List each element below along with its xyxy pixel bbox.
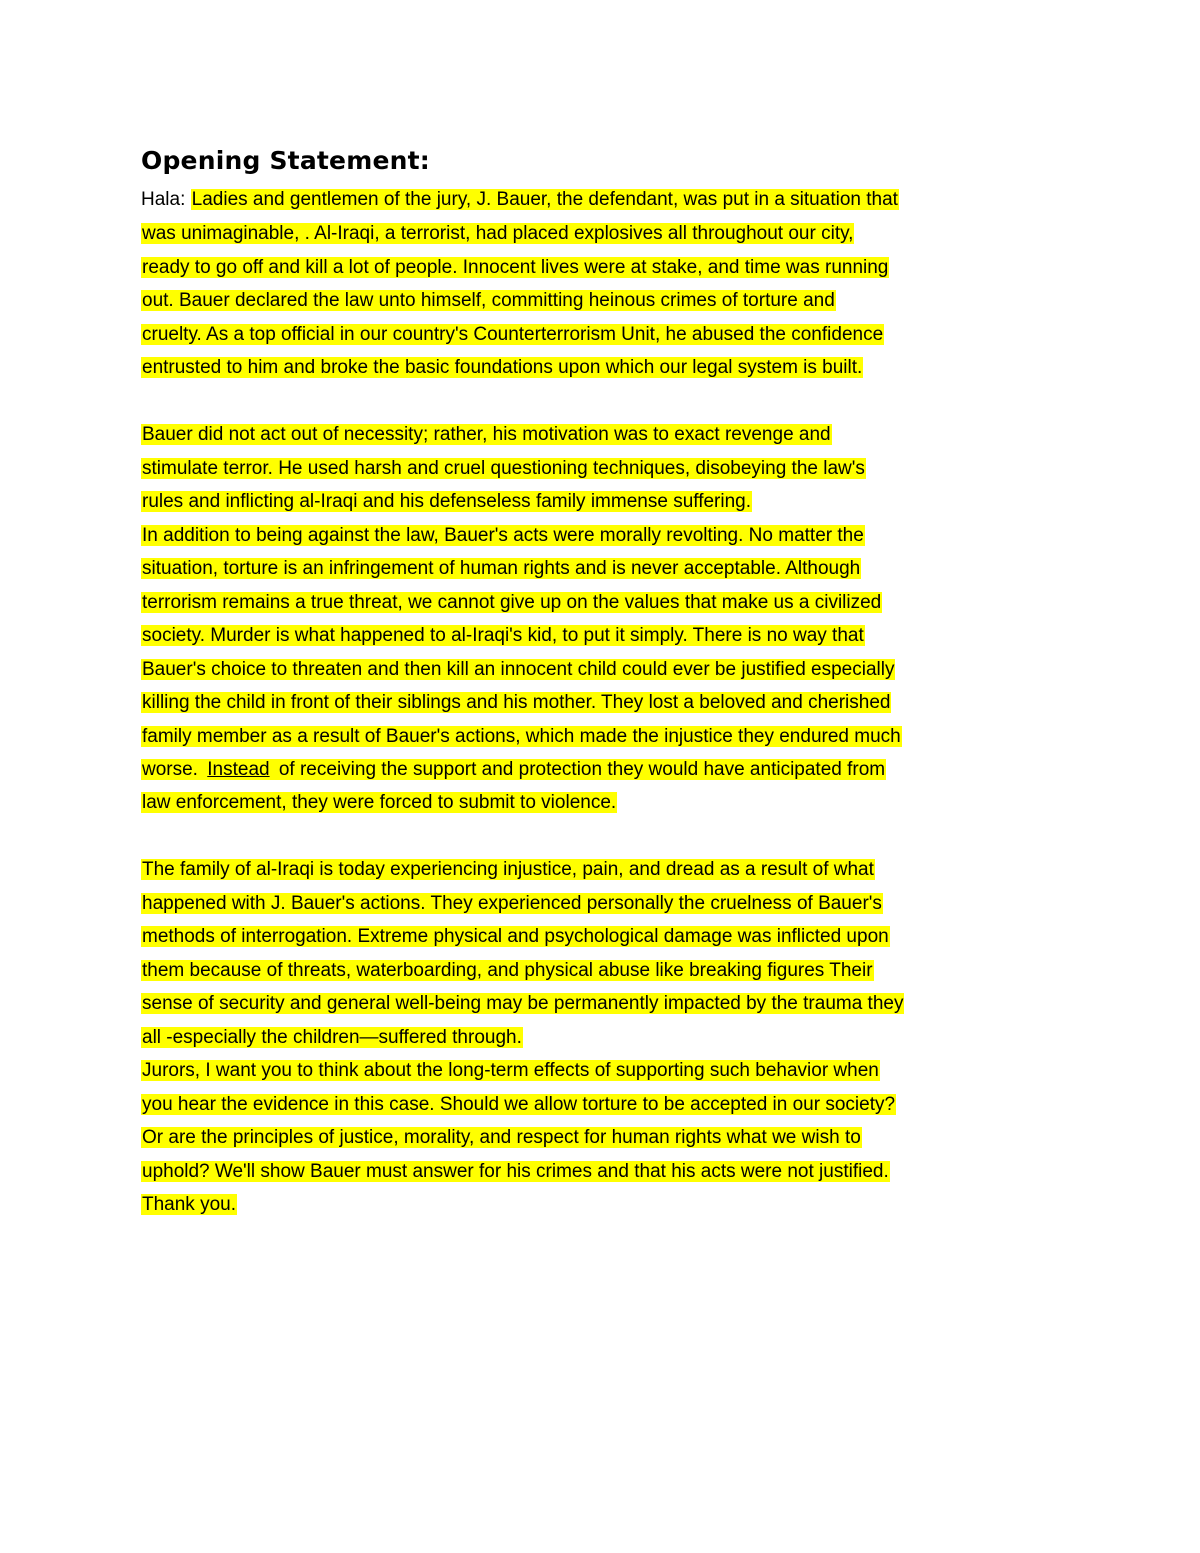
text-line [141,485,752,519]
highlighted-text: all -especially the children—suffered through. [142,1027,522,1048]
highlighted-text: terrorism remains a true threat, we cannot give up on the values that make us a civilized [142,592,882,613]
text-line [141,1054,880,1088]
text-line [141,887,883,921]
text-line [141,653,895,687]
highlighted-text: killing the child in front of their siblings and his mother. They lost a beloved and cherished [142,692,891,713]
highlighted-text: family member as a result of Bauer's actions, which made the injustice they endured much [142,726,901,747]
highlighted-text: Thank you. [142,1194,236,1215]
page-title: Opening Statement: [141,146,430,175]
text-line [141,987,904,1021]
text-line [141,351,863,385]
text-line [141,418,832,452]
highlighted-text: stimulate terror. He used harsh and cruel questioning techniques, disobeying the law's [142,458,865,479]
highlighted-text: The family of al-Iraqi is today experiencing injustice, pain, and dread as a result of what [142,859,874,880]
highlighted-text: Or are the principles of justice, morality, and respect for human rights what we wish to [142,1127,861,1148]
text-line [141,318,884,352]
text-line [141,686,891,720]
highlighted-text: uphold? We'll show Bauer must answer for his crimes and that his acts were not justified. [142,1161,889,1182]
highlighted-text: worse. [142,759,198,780]
text-line [141,1121,862,1155]
highlighted-text: In addition to being against the law, Bauer's acts were morally revolting. No matter the [142,525,864,546]
highlighted-text: was unimaginable, . Al-Iraqi, a terrorist, had placed explosives all throughout our city, [142,223,854,244]
highlighted-text: methods of interrogation. Extreme physical and psychological damage was inflicted upon [142,926,889,947]
highlighted-text: Jurors, I want you to think about the long-term effects of supporting such behavior when [142,1060,879,1081]
text-line [141,786,617,820]
highlighted-text: entrusted to him and broke the basic foundations upon which our legal system is built. [142,357,863,378]
highlighted-text: sense of security and general well-being may be permanently impacted by the trauma they [142,993,904,1014]
text-line [141,586,882,620]
text-line [141,753,886,787]
highlighted-text: of receiving the support and protection they would have anticipated from [278,759,886,780]
highlighted-text: happened with J. Bauer's actions. They experienced personally the cruelness of Bauer's [142,893,882,914]
text-line [141,720,902,754]
text-line [141,552,861,586]
text-line [141,1021,523,1055]
text-line [141,1088,896,1122]
text-line [141,251,889,285]
text-line [141,954,874,988]
text-line [141,183,899,217]
text-line [141,1188,237,1222]
highlighted-text: you hear the evidence in this case. Should we allow torture to be accepted in our society? [142,1094,896,1115]
highlighted-text: cruelty. As a top official in our country's Counterterrorism Unit, he abused the confidence [142,324,884,345]
highlighted-text: out. Bauer declared the law unto himself, committing heinous crimes of torture and [142,290,835,311]
highlighted-text: them because of threats, waterboarding, and physical abuse like breaking figures Their [142,960,873,981]
text-line [141,519,865,553]
highlighted-text: situation, torture is an infringement of human rights and is never acceptable. Although [142,558,861,579]
text-line [141,217,854,251]
text-line [141,452,866,486]
highlighted-text: society. Murder is what happened to al-Iraqi's kid, to put it simply. There is no way that [142,625,864,646]
highlighted-text: rules and inflicting al-Iraqi and his defenseless family immense suffering. [142,491,752,512]
text-line [141,920,890,954]
underlined-word: Instead [207,759,270,780]
highlighted-text: Bauer did not act out of necessity; rather, his motivation was to exact revenge and [142,424,831,445]
text-line [141,284,836,318]
highlighted-text: law enforcement, they were forced to submit to violence. [142,792,617,813]
text-line [141,619,865,653]
highlighted-text: Ladies and gentlemen of the jury, J. Bauer, the defendant, was put in a situation that [191,189,898,210]
speaker-label: Hala: [141,189,186,210]
text-line [141,1155,890,1189]
text-line [141,853,875,887]
highlighted-text: Bauer's choice to threaten and then kill an innocent child could ever be justified especially [142,659,895,680]
highlighted-text: ready to go off and kill a lot of people. Innocent lives were at stake, and time was running [142,257,889,278]
